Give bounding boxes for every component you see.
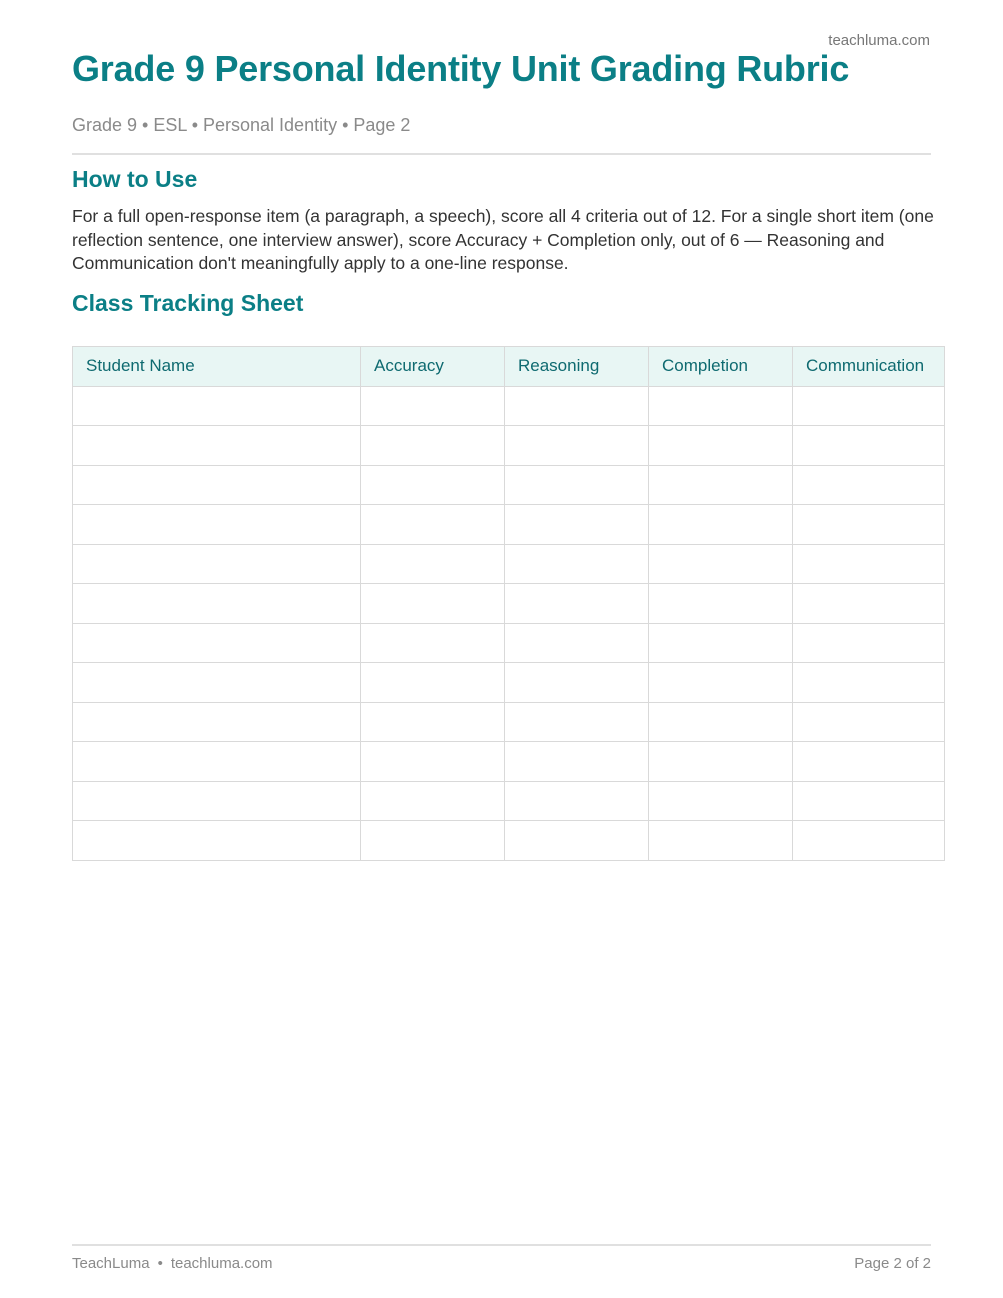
table-cell [361, 821, 505, 861]
table-cell [73, 584, 361, 624]
table-cell [793, 426, 945, 466]
table-cell [73, 386, 361, 426]
footer-separator: • [157, 1255, 163, 1272]
table-cell [649, 386, 793, 426]
table-cell [361, 702, 505, 742]
table-cell [361, 426, 505, 466]
table-row [73, 465, 945, 505]
table-cell [505, 821, 649, 861]
class-tracking-table [72, 346, 945, 861]
table-cell [73, 544, 361, 584]
table-cell [361, 663, 505, 703]
table-cell [505, 505, 649, 545]
table-cell [505, 742, 649, 782]
table-cell [793, 702, 945, 742]
table-cell [649, 702, 793, 742]
table-cell [793, 742, 945, 782]
table-cell [505, 781, 649, 821]
table-cell [505, 465, 649, 505]
table-cell [505, 544, 649, 584]
footer-page-number: Page 2 of 2 [854, 1255, 931, 1272]
table-cell [73, 702, 361, 742]
table-cell [505, 426, 649, 466]
table-cell [361, 742, 505, 782]
footer-brand: TeachLuma [72, 1255, 150, 1272]
table-cell [505, 584, 649, 624]
column-header-completion: Completion [649, 347, 793, 387]
footer-brand-line [72, 1255, 273, 1272]
table-row [73, 544, 945, 584]
table-cell [505, 386, 649, 426]
table-cell [73, 663, 361, 703]
table-cell [361, 623, 505, 663]
table-cell [73, 742, 361, 782]
table-cell [649, 584, 793, 624]
table-row [73, 386, 945, 426]
table-cell [793, 663, 945, 703]
table-cell [649, 663, 793, 703]
table-cell [73, 505, 361, 545]
table-cell [793, 386, 945, 426]
table-cell [361, 465, 505, 505]
how-to-use-text: For a full open-response item (a paragraph, a speech), score all 4 criteria out of 12. For a single short item (one reflection sentence, one interview answer), score Accuracy + Completion only, out of 6 — Reasoning and Communication don't meaningfully apply to a one-line response. [72, 206, 934, 273]
column-header-communication: Communication [793, 347, 945, 387]
footer-url[interactable]: teachluma.com [170, 1255, 273, 1272]
column-header-reasoning: Reasoning [505, 347, 649, 387]
table-cell [793, 821, 945, 861]
table-cell [73, 821, 361, 861]
table-cell [793, 505, 945, 545]
table-row [73, 426, 945, 466]
table-row [73, 623, 945, 663]
table-body [73, 386, 945, 860]
how-to-use-heading: How to Use [72, 166, 198, 192]
table-cell [649, 426, 793, 466]
table-header-row [73, 347, 945, 387]
table-cell [73, 781, 361, 821]
page-title: Grade 9 Personal Identity Unit Grading Rubric [72, 48, 850, 89]
column-header-accuracy: Accuracy [361, 347, 505, 387]
table-row [73, 702, 945, 742]
table-row [73, 505, 945, 545]
table-cell [649, 781, 793, 821]
table-cell [793, 781, 945, 821]
header-divider [72, 153, 931, 155]
footer-divider [72, 1244, 931, 1246]
table-cell [361, 386, 505, 426]
table-cell [73, 623, 361, 663]
table-cell [649, 742, 793, 782]
table-cell [73, 426, 361, 466]
table-cell [649, 821, 793, 861]
table-cell [73, 465, 361, 505]
table-cell [361, 584, 505, 624]
table-cell [361, 505, 505, 545]
table-cell [505, 623, 649, 663]
site-url[interactable]: teachluma.com [828, 32, 930, 49]
table-cell [361, 544, 505, 584]
table-cell [505, 663, 649, 703]
table-cell [649, 465, 793, 505]
table-row [73, 584, 945, 624]
table-cell [649, 623, 793, 663]
table-row [73, 742, 945, 782]
tracking-sheet-heading: Class Tracking Sheet [72, 290, 304, 316]
table-row [73, 663, 945, 703]
column-header-student-name: Student Name [73, 347, 361, 387]
table-cell [793, 584, 945, 624]
table-cell [649, 544, 793, 584]
table-cell [505, 702, 649, 742]
table-cell [361, 781, 505, 821]
table-cell [793, 623, 945, 663]
table-row [73, 781, 945, 821]
page-subtitle: Grade 9 • ESL • Personal Identity • Page 2 [72, 115, 411, 135]
table-cell [649, 505, 793, 545]
table-cell [793, 465, 945, 505]
table-cell [793, 544, 945, 584]
table-row [73, 821, 945, 861]
